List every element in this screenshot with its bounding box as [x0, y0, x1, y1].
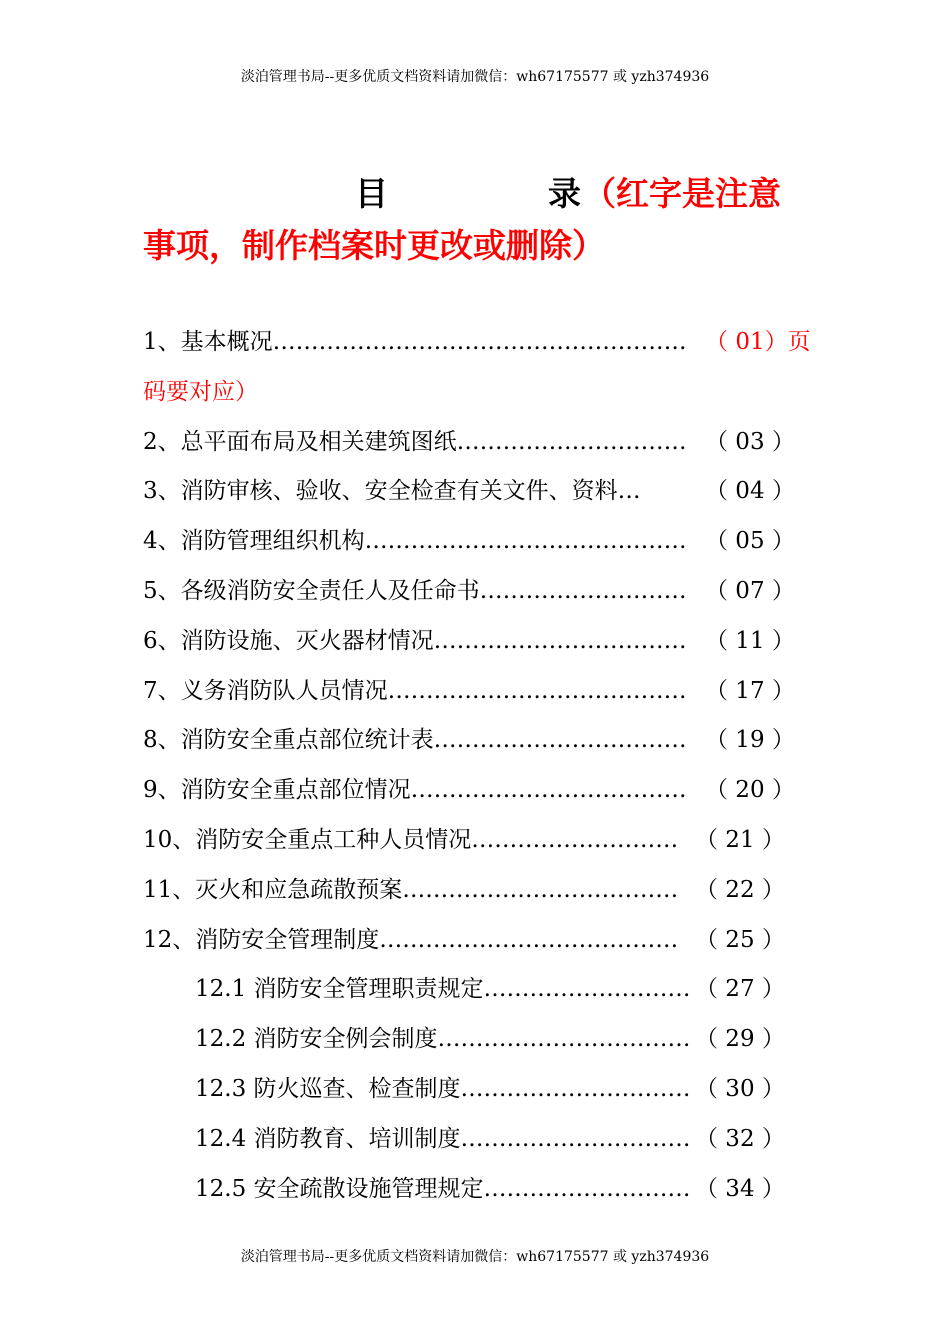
toc-page-open: （	[705, 329, 736, 355]
toc-row-8[interactable]	[143, 716, 813, 766]
toc-page-number: （ 32 ）	[695, 1125, 785, 1152]
toc-leader-dots: ……………………………	[437, 1026, 691, 1053]
toc-page-number: （ 25 ）	[695, 926, 785, 953]
toc-label: 5、各级消防安全责任人及任命书	[143, 577, 480, 604]
toc-leader-dots: ………………………	[483, 976, 691, 1003]
toc-label: 12.3 防火巡查、检查制度	[195, 1075, 461, 1102]
toc-title	[143, 168, 813, 272]
toc-red-note: 码要对应）	[143, 378, 258, 405]
toc-page-number: （ 27 ）	[695, 976, 785, 1003]
toc-subrow-12-4[interactable]	[143, 1115, 813, 1165]
toc-leader-dots: ……………………………………	[364, 528, 687, 555]
toc-leader-dots: ………………………………	[410, 777, 687, 804]
toc-row-4[interactable]	[143, 517, 813, 567]
toc-label: 12.2 消防安全例会制度	[195, 1026, 438, 1053]
toc-leader-dots: ……………………………	[433, 627, 687, 654]
toc-leader-dots: ……………………………	[433, 727, 687, 754]
toc-leader-dots: ………………………	[471, 826, 679, 853]
toc-label: 10、消防安全重点工种人员情况	[143, 826, 472, 853]
toc-leader-dots: …………………………	[460, 1075, 691, 1102]
toc-page-number: （ 34 ）	[695, 1175, 785, 1202]
toc-page-number: （ 07 ）	[705, 577, 795, 604]
toc-page-number: （ 22 ）	[695, 876, 785, 903]
toc-label: 12.5 安全疏散设施管理规定	[195, 1175, 484, 1202]
toc-row-6[interactable]	[143, 617, 813, 667]
toc-subrow-12-1[interactable]	[143, 965, 813, 1015]
toc-leader-dots: ………………………	[483, 1175, 691, 1202]
toc-page-number: （ 05 ）	[705, 528, 795, 555]
toc-page-number: （ 17 ）	[705, 677, 795, 704]
toc-page-number: （ 29 ）	[695, 1026, 785, 1053]
title-char-mu: 目	[355, 174, 388, 213]
toc-label: 9、消防安全重点部位情况	[143, 777, 411, 804]
toc-label: 3、消防审核、验收、安全检查有关文件、资料	[143, 478, 618, 505]
toc-subrow-12-5[interactable]	[143, 1165, 813, 1215]
toc-label: 12、消防安全管理制度	[143, 926, 380, 953]
toc-subrow-12-3[interactable]	[143, 1065, 813, 1115]
toc-page-number: （ 30 ）	[695, 1075, 785, 1102]
toc-page-number: （ 03 ）	[705, 428, 795, 455]
toc-row-5[interactable]	[143, 567, 813, 617]
toc-leader-dots: …………………………………	[379, 926, 679, 953]
toc-label: 1、基本概况	[143, 329, 273, 355]
toc-page-number	[705, 318, 811, 368]
page-header: 淡泊管理书局--更多优质文档资料请加微信：wh67175577 或 yzh374936	[240, 69, 710, 85]
toc-label: 2、总平面布局及相关建筑图纸	[143, 428, 457, 455]
toc-page-value: 01）页	[735, 329, 811, 355]
toc-leader-dots: …………………………	[460, 1125, 691, 1152]
toc-row-2[interactable]	[143, 418, 813, 468]
toc-row-3[interactable]	[143, 467, 813, 517]
toc-page-number: （ 19 ）	[705, 727, 795, 754]
toc-leader-dots: …	[617, 478, 641, 505]
toc-subrow-12-2[interactable]	[143, 1015, 813, 1065]
toc-leader-dots: …………………………	[456, 428, 687, 455]
title-char-lu: 录	[548, 174, 581, 213]
toc-row-1[interactable]	[143, 318, 813, 368]
toc-label: 8、消防安全重点部位统计表	[143, 727, 434, 754]
toc-page-number: （ 11 ）	[705, 627, 795, 654]
toc-page-number: （ 20 ）	[705, 777, 795, 804]
title-red-note-1: （红字是注意	[583, 174, 781, 213]
toc-leader-dots: ………………………………	[402, 876, 679, 903]
page-footer: 淡泊管理书局--更多优质文档资料请加微信：wh67175577 或 yzh374936	[240, 1249, 710, 1265]
toc-label: 12.4 消防教育、培训制度	[195, 1125, 461, 1152]
table-of-contents	[143, 318, 813, 1214]
toc-label: 11、灭火和应急疏散预案	[143, 876, 403, 903]
toc-leader-dots: …………………………………	[387, 677, 687, 704]
toc-row-11[interactable]	[143, 866, 813, 916]
toc-leader-dots: ………………………………………………	[272, 329, 687, 355]
toc-leader-dots: ………………………	[479, 577, 687, 604]
toc-row-9[interactable]	[143, 766, 813, 816]
toc-label: 6、消防设施、灭火器材情况	[143, 627, 434, 654]
toc-page-number: （ 21 ）	[695, 826, 785, 853]
toc-row-12[interactable]	[143, 916, 813, 966]
toc-page-number: （ 04 ）	[705, 478, 795, 505]
toc-row-7[interactable]	[143, 667, 813, 717]
toc-row-10[interactable]	[143, 816, 813, 866]
title-red-note-2: 事项，制作档案时更改或删除）	[143, 226, 605, 265]
toc-label: 7、义务消防队人员情况	[143, 677, 388, 704]
toc-label: 12.1 消防安全管理职责规定	[195, 976, 484, 1003]
toc-label: 4、消防管理组织机构	[143, 528, 365, 555]
title-line-1	[143, 168, 813, 220]
